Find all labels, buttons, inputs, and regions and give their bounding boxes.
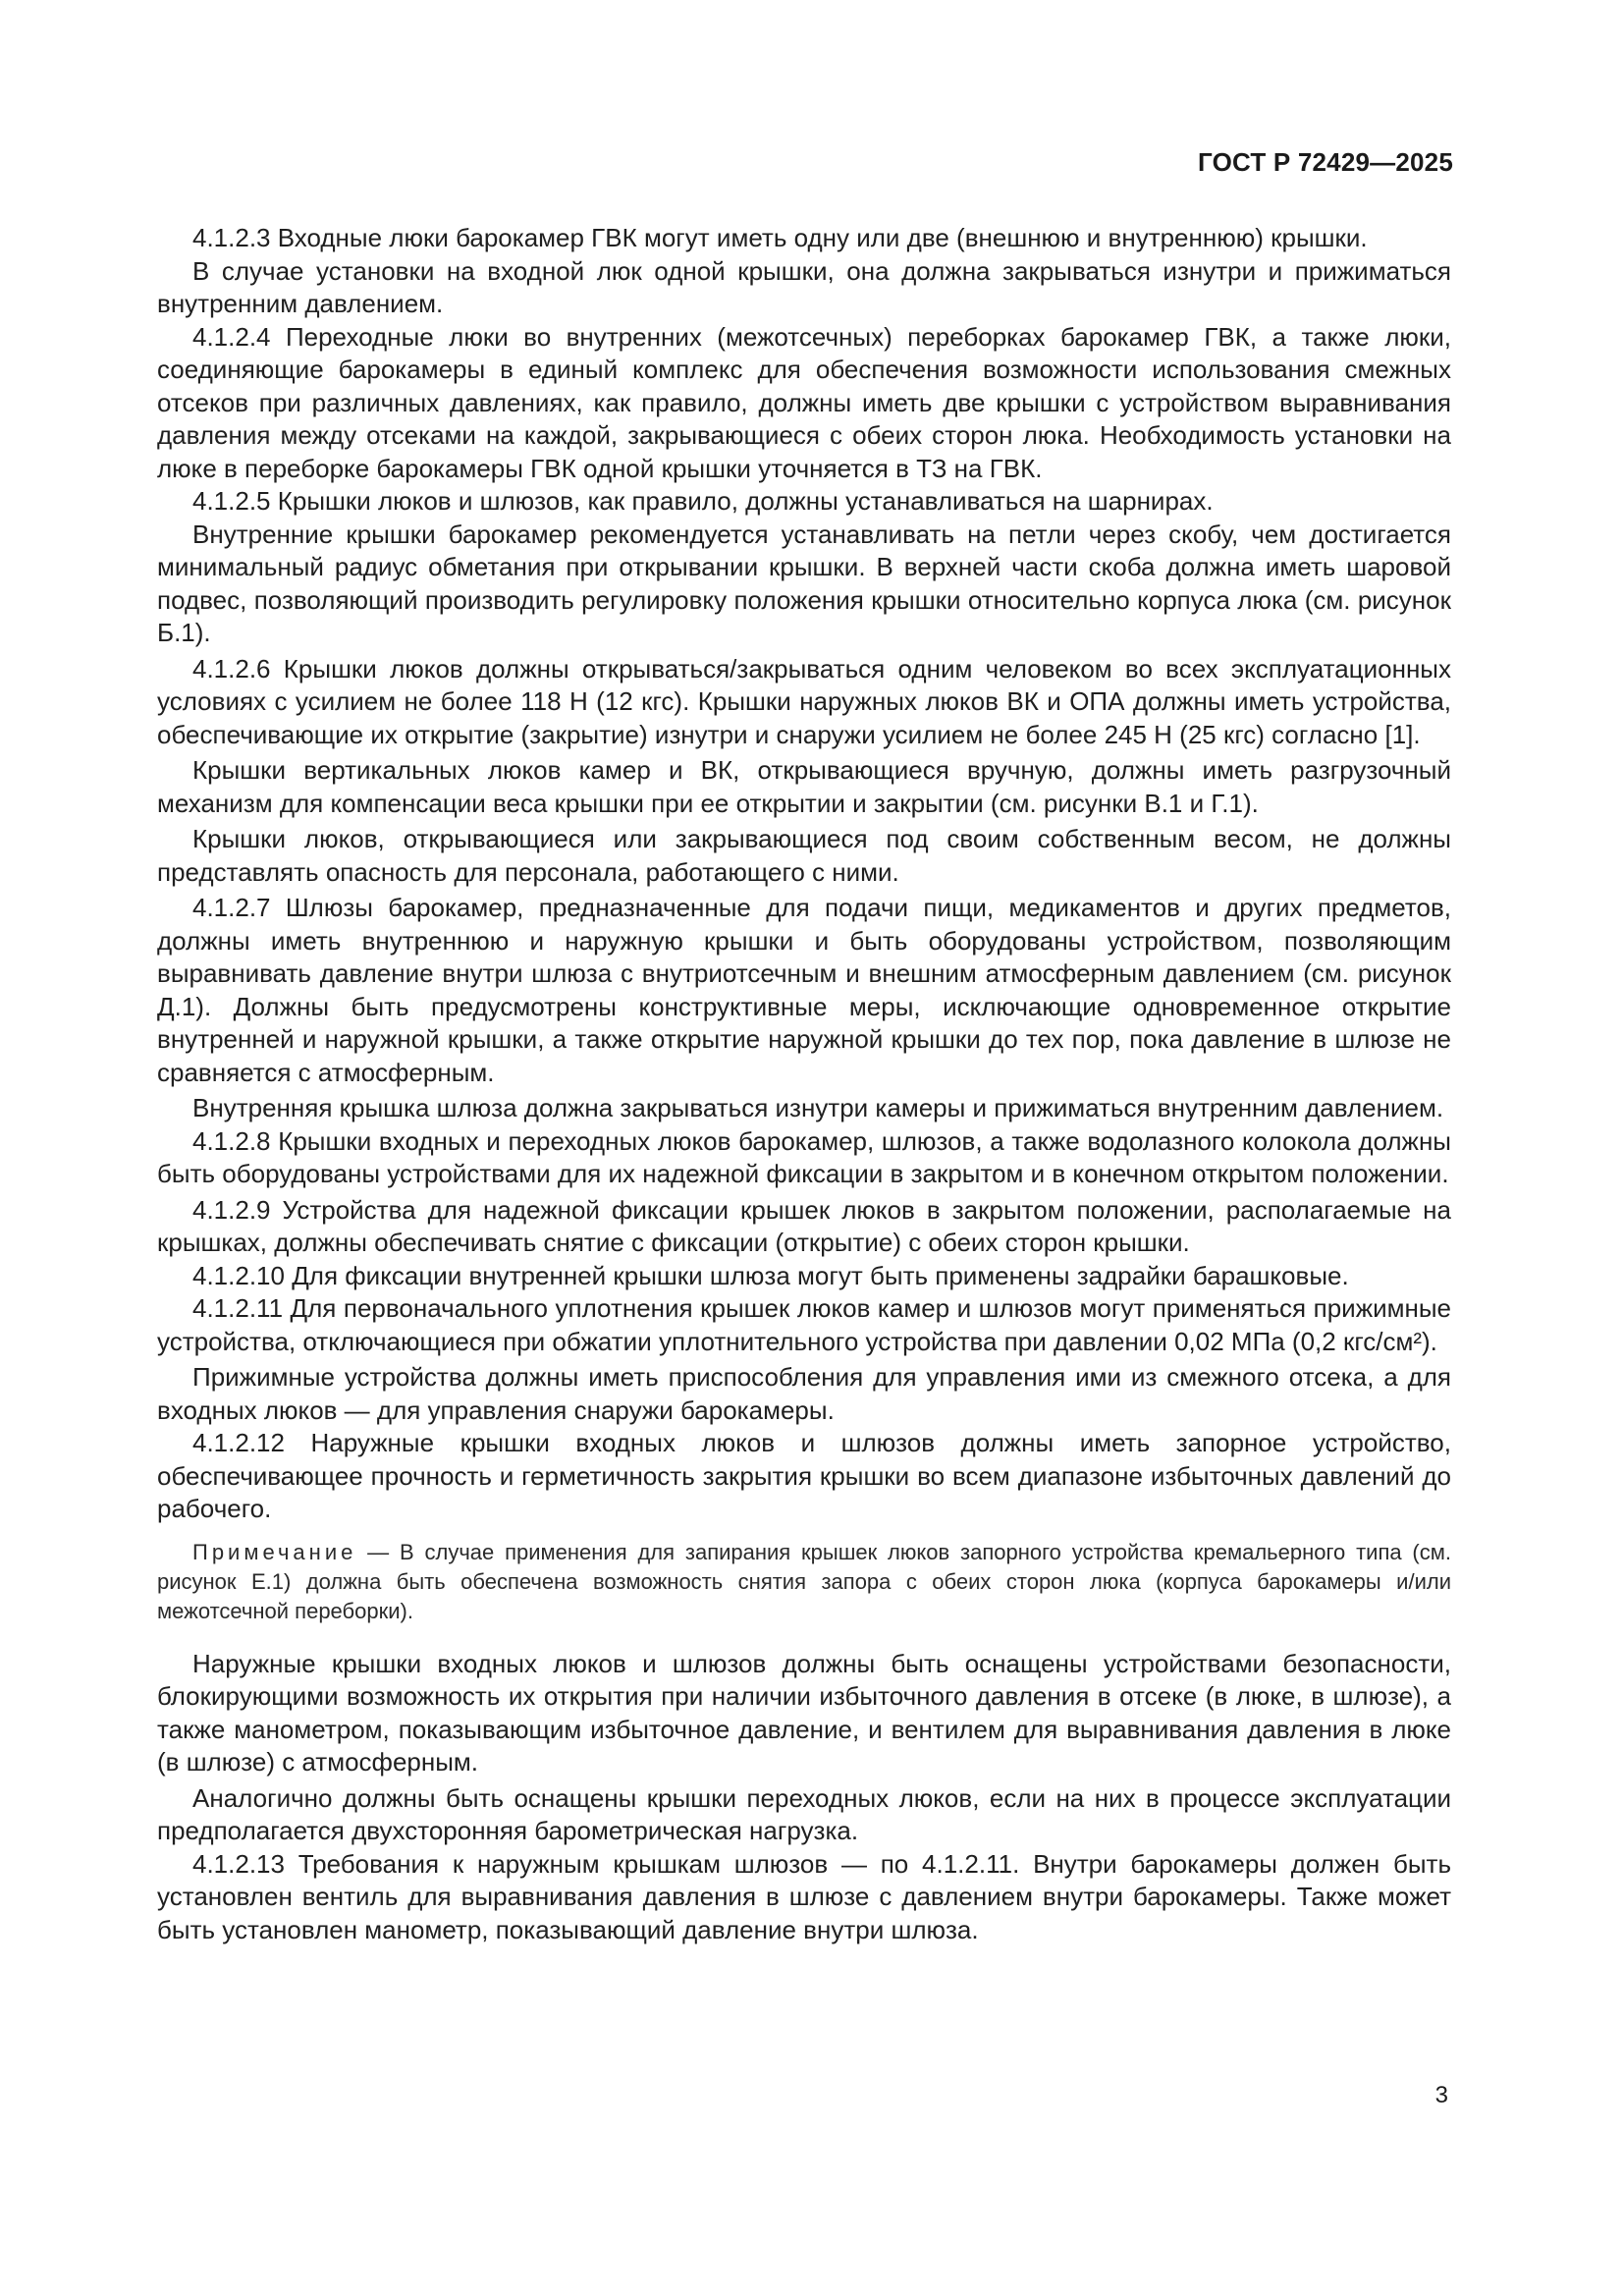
paragraph: Наружные крышки входных люков и шлюзов должны быть оснащены устройствами безопасности, блокирующими возможность их открытия при наличии избыточного давления в отсеке (в люке, в шлюзе), а также манометром, показывающим избыточное давление, и вентилем для выравнивания давления в люке (в шлюзе) с атмосферным. — [157, 1648, 1451, 1777]
paragraph-4-1-2-9: 4.1.2.9 Устройства для надежной фиксации крышек люков в закрытом положении, располагаемые на крышках, должны обеспечивать снятие с фиксации (открытие) с обеих сторон крышки. — [157, 1194, 1451, 1257]
paragraph: Крышки люков, открывающиеся или закрывающиеся под своим собственным весом, не должны представлять опасность для персонала, работающего с ними. — [157, 824, 1451, 887]
paragraph-4-1-2-8: 4.1.2.8 Крышки входных и переходных люков барокамер, шлюзов, а также водолазного колокола должны быть оборудованы устройствами для их надежной фиксации в закрытом и в конечном открытом положении. — [157, 1125, 1451, 1188]
paragraph-4-1-2-11: 4.1.2.11 Для первоначального уплотнения крышек люков камер и шлюзов могут применяться прижимные устройства, отключающиеся при обжатии уплотнительного устройства при давлении 0,02 МПа (0,2 кгс/см²). — [157, 1293, 1451, 1356]
page-number: 3 — [1434, 2082, 1448, 2108]
document-body — [157, 222, 1451, 1946]
paragraph: Крышки вертикальных люков камер и ВК, открывающиеся вручную, должны иметь разгрузочный механизм для компенсации веса крышки при ее открытии и закрытии (см. рисунки В.1 и Г.1). — [157, 755, 1451, 818]
paragraph-4-1-2-5: 4.1.2.5 Крышки люков и шлюзов, как правило, должны устанавливаться на шарнирах. — [192, 486, 1214, 516]
paragraph: В случае установки на входной люк одной крышки, она должна закрываться изнутри и прижиматься внутренним давлением. — [157, 255, 1451, 318]
paragraph-4-1-2-3: 4.1.2.3 Входные люки барокамер ГВК могут иметь одну или две (внешнюю и внутреннюю) крышки. — [192, 223, 1368, 252]
document-header: ГОСТ Р 72429—2025 — [1198, 147, 1453, 177]
paragraph: Прижимные устройства должны иметь приспособления для управления ими из смежного отсека, а для входных люков — для управления снаружи барокамеры. — [157, 1362, 1451, 1425]
paragraph-4-1-2-4: 4.1.2.4 Переходные люки во внутренних (межотсечных) переборках барокамер ГВК, а также люки, соединяющие барокамеры в единый комплекс для обеспечения возможности использования смежных отсеков при различных давлениях, как правило, должны иметь две крышки с устройством выравнивания давления между отсеками на каждой, закрывающиеся с обеих сторон люка. Необходимость установки на люке в переборке барокамеры ГВК одной крышки уточняется в ТЗ на ГВК. — [157, 321, 1451, 483]
note-text: — В случае применения для запирания крышек люков запорного устройства кремальерного типа (см. рисунок Е.1) должна быть обеспечена возможность снятия запора с обеих сторон люка (корпуса барокамеры и/или межотсечной переборки). — [157, 1539, 1451, 1623]
paragraph-4-1-2-10: 4.1.2.10 Для фиксации внутренней крышки шлюза могут быть применены задрайки барашковые. — [192, 1260, 1349, 1290]
paragraph: Внутренние крышки барокамер рекомендуется устанавливать на петли через скобу, чем достигается минимальный радиус обметания при открывании крышки. В верхней части скоба должна иметь шаровой подвес, позволяющий производить регулировку положения крышки относительно корпуса люка (см. рисунок Б.1). — [157, 519, 1451, 647]
note-label: Примечание — [192, 1539, 357, 1564]
paragraph: Внутренняя крышка шлюза должна закрываться изнутри камеры и прижиматься внутренним давлением. — [192, 1093, 1444, 1122]
paragraph-4-1-2-12: 4.1.2.12 Наружные крышки входных люков и шлюзов должны иметь запорное устройство, обеспечивающее прочность и герметичность закрытия крышки во всем диапазоне избыточных давлений до рабочего. — [157, 1428, 1451, 1523]
paragraph-4-1-2-7: 4.1.2.7 Шлюзы барокамер, предназначенные для подачи пищи, медикаментов и других предметов, должны иметь внутреннюю и наружную крышки и быть оборудованы устройством, позволяющим выравнивать давление внутри шлюза с внутриотсечным и внешним атмосферным давлением (см. рисунок Д.1). Должны быть предусмотрены конструктивные меры, исключающие одновременное открытие внутренней и наружной крышки, а также открытие наружной крышки до тех пор, пока давление в шлюзе не сравняется с атмосферным. — [157, 893, 1451, 1087]
note — [157, 1538, 1451, 1626]
paragraph-4-1-2-6: 4.1.2.6 Крышки люков должны открываться/закрываться одним человеком во всех эксплуатационных условиях с усилием не более 118 Н (12 кгс). Крышки наружных люков ВК и ОПА должны иметь устройства, обеспечивающие их открытие (закрытие) изнутри и снаружи усилием не более 245 Н (25 кгс) согласно [1]. — [157, 653, 1451, 749]
paragraph: Аналогично должны быть оснащены крышки переходных люков, если на них в процессе эксплуатации предполагается двухсторонняя барометрическая нагрузка. — [157, 1782, 1451, 1845]
paragraph-4-1-2-13: 4.1.2.13 Требования к наружным крышкам шлюзов — по 4.1.2.11. Внутри барокамеры должен быть установлен вентиль для выравнивания давления в шлюзе с давлением внутри барокамеры. Также может быть установлен манометр, показывающий давление внутри шлюза. — [157, 1848, 1451, 1944]
